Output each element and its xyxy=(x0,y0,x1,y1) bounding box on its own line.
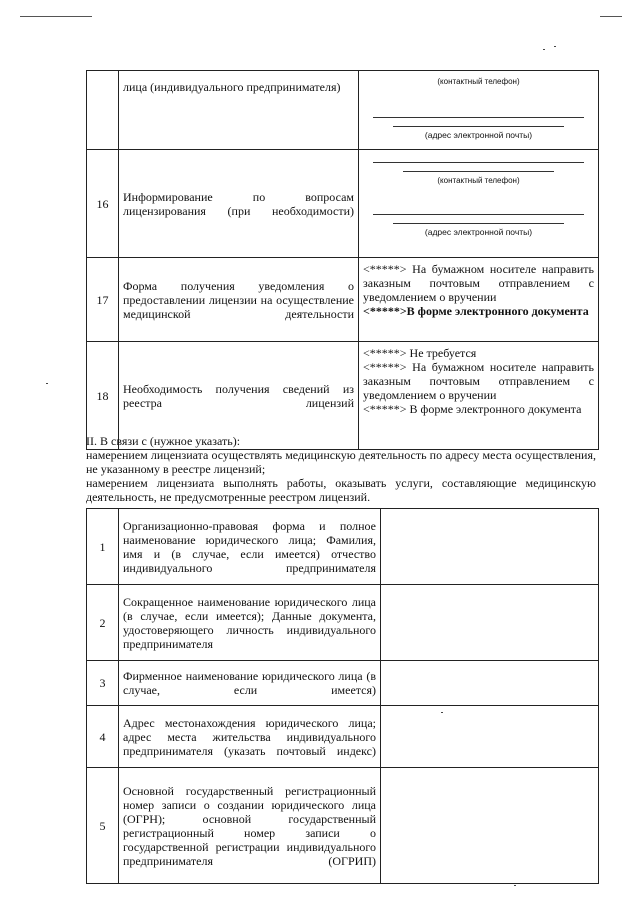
option-paper[interactable]: <*****> На бумажном носителе направить заказным почтовым отправлением с уведомлением о вручении xyxy=(363,262,594,304)
contact-fields xyxy=(359,150,599,258)
value-cell[interactable] xyxy=(381,585,599,661)
row-label: лица (индивидуального предпринимателя) xyxy=(119,71,359,150)
phone-line-2[interactable] xyxy=(403,163,554,172)
email-line[interactable] xyxy=(373,101,584,118)
row-number: 5 xyxy=(87,768,119,884)
caption-phone: (контактный телефон) xyxy=(437,77,520,86)
row-label: Адрес местонахождения юридического лица; адрес места жительства индивидуального предпринимателя (указать почтовый индекс) xyxy=(119,706,381,768)
table-row xyxy=(87,71,599,150)
option-not-required[interactable]: <*****> Не требуется xyxy=(363,346,477,360)
section-heading: II. В связи с (нужное указать): xyxy=(86,434,241,448)
table-row xyxy=(87,258,599,342)
value-cell[interactable] xyxy=(381,661,599,706)
row-number: 16 xyxy=(87,150,119,258)
table-row xyxy=(87,768,599,884)
phone-line[interactable] xyxy=(373,150,584,163)
option-electronic[interactable]: <*****>В форме электронного документа xyxy=(363,304,589,318)
caption-phone: (контактный телефон) xyxy=(437,176,520,185)
contact-fields xyxy=(359,71,599,150)
caption-email: (адрес электронной почты) xyxy=(424,227,533,237)
reason-services[interactable]: намерением лицензиата выполнять работы, оказывать услуги, составляющие медицинскую деятельность, не предусмотренные реестром лицензий. xyxy=(86,476,596,504)
value-cell[interactable] xyxy=(381,706,599,768)
row-label: Необходимость получения сведений из реестра лицензий xyxy=(119,342,359,450)
table-row xyxy=(87,706,599,768)
email-line[interactable] xyxy=(373,198,584,215)
top-rule-left xyxy=(20,16,92,17)
application-table-part1 xyxy=(86,70,599,450)
row-label: Форма получения уведомления о предоставлении лицензии на осуществление медицинской деятельности xyxy=(119,258,359,342)
table-row xyxy=(87,661,599,706)
scan-speck xyxy=(441,712,443,713)
row-number: 2 xyxy=(87,585,119,661)
reason-address[interactable]: намерением лицензиата осуществлять медицинскую деятельность по адресу места осуществления, не указанному в реестре лицензий; xyxy=(86,448,596,476)
table-row xyxy=(87,509,599,585)
row-label: Информирование по вопросам лицензирования (при необходимости) xyxy=(119,150,359,258)
delivery-options xyxy=(359,258,599,342)
row-label: Сокращенное наименование юридического лица (в случае, если имеется); Данные документа, удостоверяющего личность индивидуального предпринимателя xyxy=(119,585,381,661)
row-number: 3 xyxy=(87,661,119,706)
table-row xyxy=(87,585,599,661)
row-number: 4 xyxy=(87,706,119,768)
application-table-part2 xyxy=(86,508,599,884)
top-rule-right xyxy=(600,16,622,17)
scan-speck xyxy=(543,49,545,50)
row-number: 18 xyxy=(87,342,119,450)
row-number xyxy=(87,71,119,150)
row-number: 17 xyxy=(87,258,119,342)
section-2 xyxy=(86,434,596,504)
option-paper[interactable]: <*****> На бумажном носителе направить заказным почтовым отправлением с уведомлением о вручении xyxy=(363,360,594,402)
row-label: Основной государственный регистрационный номер записи о создании юридического лица (ОГРН); основной государственный регистрационный номер записи о государственной регистрации индивидуального предпринимателя (ОГРИП) xyxy=(119,768,381,884)
value-cell[interactable] xyxy=(381,768,599,884)
row-number: 1 xyxy=(87,509,119,585)
scan-speck xyxy=(514,885,516,886)
value-cell[interactable] xyxy=(381,509,599,585)
table-row xyxy=(87,150,599,258)
scan-speck xyxy=(46,383,48,384)
email-line-2[interactable] xyxy=(393,118,564,127)
email-line-2[interactable] xyxy=(393,215,564,224)
caption-email: (адрес электронной почты) xyxy=(424,130,533,140)
scan-speck xyxy=(554,46,556,47)
option-electronic[interactable]: <*****> В форме электронного документа xyxy=(363,402,582,416)
row-label: Организационно-правовая форма и полное наименование юридического лица; Фамилия, имя и (в случае, если имеется) отчество индивидуального предпринимателя xyxy=(119,509,381,585)
row-label: Фирменное наименование юридического лица (в случае, если имеется) xyxy=(119,661,381,706)
